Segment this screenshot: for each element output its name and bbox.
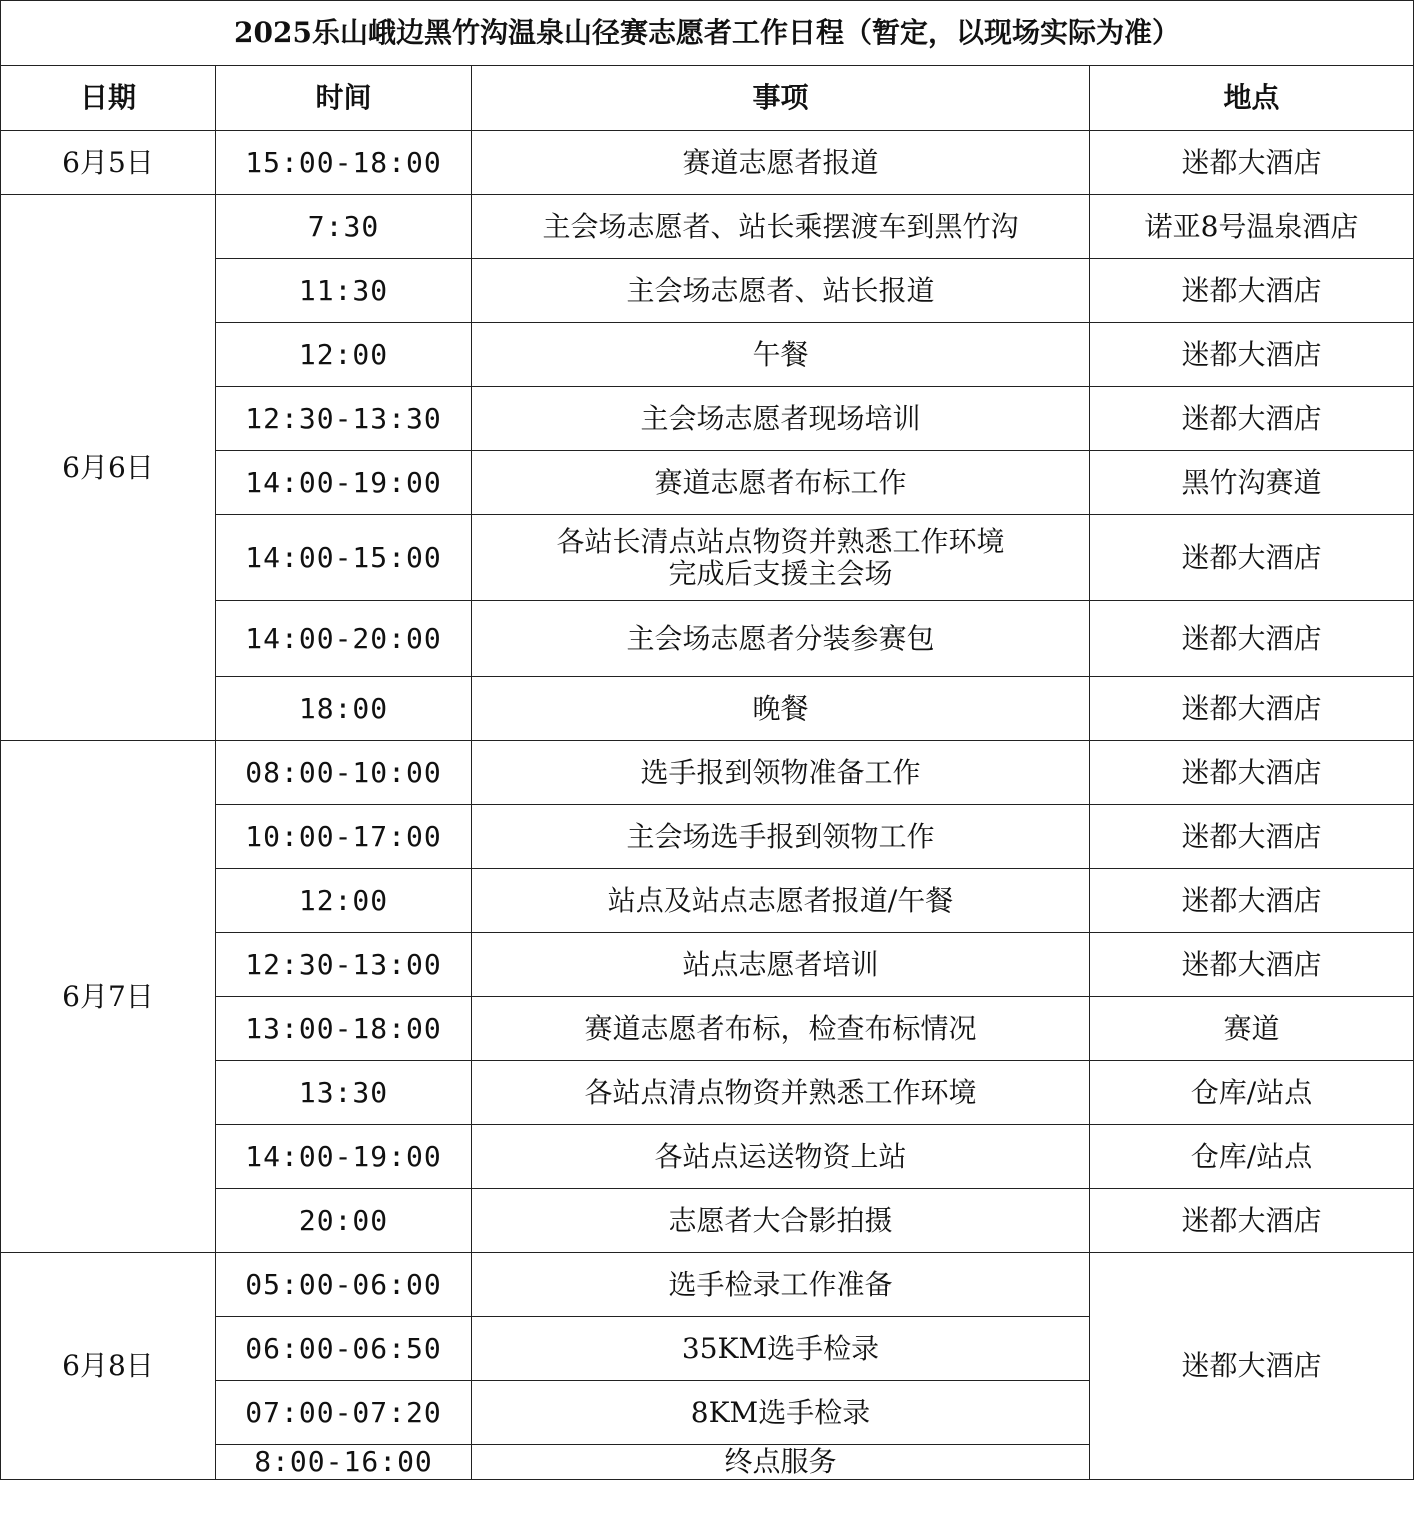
place-cell: 赛道 bbox=[1090, 997, 1414, 1061]
time-cell: 14:00-15:00 bbox=[216, 515, 472, 601]
table-title: 2025乐山峨边黑竹沟温泉山径赛志愿者工作日程（暂定，以现场实际为准） bbox=[1, 1, 1414, 66]
time-cell: 13:30 bbox=[216, 1061, 472, 1125]
item-cell: 赛道志愿者布标，检查布标情况 bbox=[472, 997, 1090, 1061]
item-cell bbox=[472, 515, 1090, 601]
time-cell: 13:00-18:00 bbox=[216, 997, 472, 1061]
item-cell: 主会场志愿者、站长报道 bbox=[472, 259, 1090, 323]
header-item: 事项 bbox=[472, 66, 1090, 131]
time-cell: 15:00-18:00 bbox=[216, 131, 472, 195]
place-cell: 仓库/站点 bbox=[1090, 1061, 1414, 1125]
item-cell: 赛道志愿者报道 bbox=[472, 131, 1090, 195]
place-cell: 迷都大酒店 bbox=[1090, 387, 1414, 451]
item-cell: 选手检录工作准备 bbox=[472, 1253, 1090, 1317]
time-cell: 11:30 bbox=[216, 259, 472, 323]
date-cell: 6月5日 bbox=[1, 131, 216, 195]
item-cell: 志愿者大合影拍摄 bbox=[472, 1189, 1090, 1253]
item-cell: 各站点清点物资并熟悉工作环境 bbox=[472, 1061, 1090, 1125]
time-cell: 08:00-10:00 bbox=[216, 741, 472, 805]
time-cell: 10:00-17:00 bbox=[216, 805, 472, 869]
item-cell: 35KM选手检录 bbox=[472, 1317, 1090, 1381]
place-cell: 迷都大酒店 bbox=[1090, 933, 1414, 997]
item-cell: 主会场志愿者现场培训 bbox=[472, 387, 1090, 451]
time-cell: 12:30-13:30 bbox=[216, 387, 472, 451]
item-cell: 站点及站点志愿者报道/午餐 bbox=[472, 869, 1090, 933]
place-cell: 仓库/站点 bbox=[1090, 1125, 1414, 1189]
table-row bbox=[1, 195, 1414, 259]
place-cell: 迷都大酒店 bbox=[1090, 131, 1414, 195]
item-cell: 晚餐 bbox=[472, 677, 1090, 741]
date-cell: 6月7日 bbox=[1, 741, 216, 1253]
table-row bbox=[1, 741, 1414, 805]
place-cell: 迷都大酒店 bbox=[1090, 323, 1414, 387]
time-cell: 07:00-07:20 bbox=[216, 1381, 472, 1445]
item-cell: 选手报到领物准备工作 bbox=[472, 741, 1090, 805]
place-cell: 诺亚8号温泉酒店 bbox=[1090, 195, 1414, 259]
time-cell: 06:00-06:50 bbox=[216, 1317, 472, 1381]
place-cell: 迷都大酒店 bbox=[1090, 601, 1414, 677]
time-cell: 7:30 bbox=[216, 195, 472, 259]
header-date: 日期 bbox=[1, 66, 216, 131]
time-cell: 14:00-19:00 bbox=[216, 1125, 472, 1189]
time-cell: 20:00 bbox=[216, 1189, 472, 1253]
place-cell: 迷都大酒店 bbox=[1090, 677, 1414, 741]
title-row bbox=[1, 1, 1414, 66]
item-cell: 主会场选手报到领物工作 bbox=[472, 805, 1090, 869]
item-cell: 主会场志愿者、站长乘摆渡车到黑竹沟 bbox=[472, 195, 1090, 259]
date-cell: 6月6日 bbox=[1, 195, 216, 741]
header-place: 地点 bbox=[1090, 66, 1414, 131]
time-cell: 12:00 bbox=[216, 869, 472, 933]
header-time: 时间 bbox=[216, 66, 472, 131]
place-cell: 迷都大酒店 bbox=[1090, 515, 1414, 601]
place-cell: 黑竹沟赛道 bbox=[1090, 451, 1414, 515]
time-cell: 14:00-19:00 bbox=[216, 451, 472, 515]
time-cell: 12:30-13:00 bbox=[216, 933, 472, 997]
item-cell: 8KM选手检录 bbox=[472, 1381, 1090, 1445]
time-cell: 05:00-06:00 bbox=[216, 1253, 472, 1317]
item-cell: 终点服务 bbox=[472, 1445, 1090, 1480]
item-cell: 赛道志愿者布标工作 bbox=[472, 451, 1090, 515]
item-cell: 各站点运送物资上站 bbox=[472, 1125, 1090, 1189]
item-cell: 主会场志愿者分装参赛包 bbox=[472, 601, 1090, 677]
table-row bbox=[1, 1253, 1414, 1317]
place-cell: 迷都大酒店 bbox=[1090, 1189, 1414, 1253]
place-cell: 迷都大酒店 bbox=[1090, 259, 1414, 323]
place-cell: 迷都大酒店 bbox=[1090, 869, 1414, 933]
time-cell: 8:00-16:00 bbox=[216, 1445, 472, 1480]
time-cell: 12:00 bbox=[216, 323, 472, 387]
item-line-2: 完成后支援主会场 bbox=[668, 556, 893, 590]
place-cell: 迷都大酒店 bbox=[1090, 741, 1414, 805]
item-cell: 站点志愿者培训 bbox=[472, 933, 1090, 997]
time-cell: 14:00-20:00 bbox=[216, 601, 472, 677]
date-cell: 6月8日 bbox=[1, 1253, 216, 1480]
item-cell: 午餐 bbox=[472, 323, 1090, 387]
header-row bbox=[1, 66, 1414, 131]
time-cell: 18:00 bbox=[216, 677, 472, 741]
item-line-1: 各站长清点站点物资并熟悉工作环境 bbox=[556, 524, 1005, 558]
place-cell: 迷都大酒店 bbox=[1090, 805, 1414, 869]
table-row bbox=[1, 131, 1414, 195]
place-cell: 迷都大酒店 bbox=[1090, 1253, 1414, 1480]
